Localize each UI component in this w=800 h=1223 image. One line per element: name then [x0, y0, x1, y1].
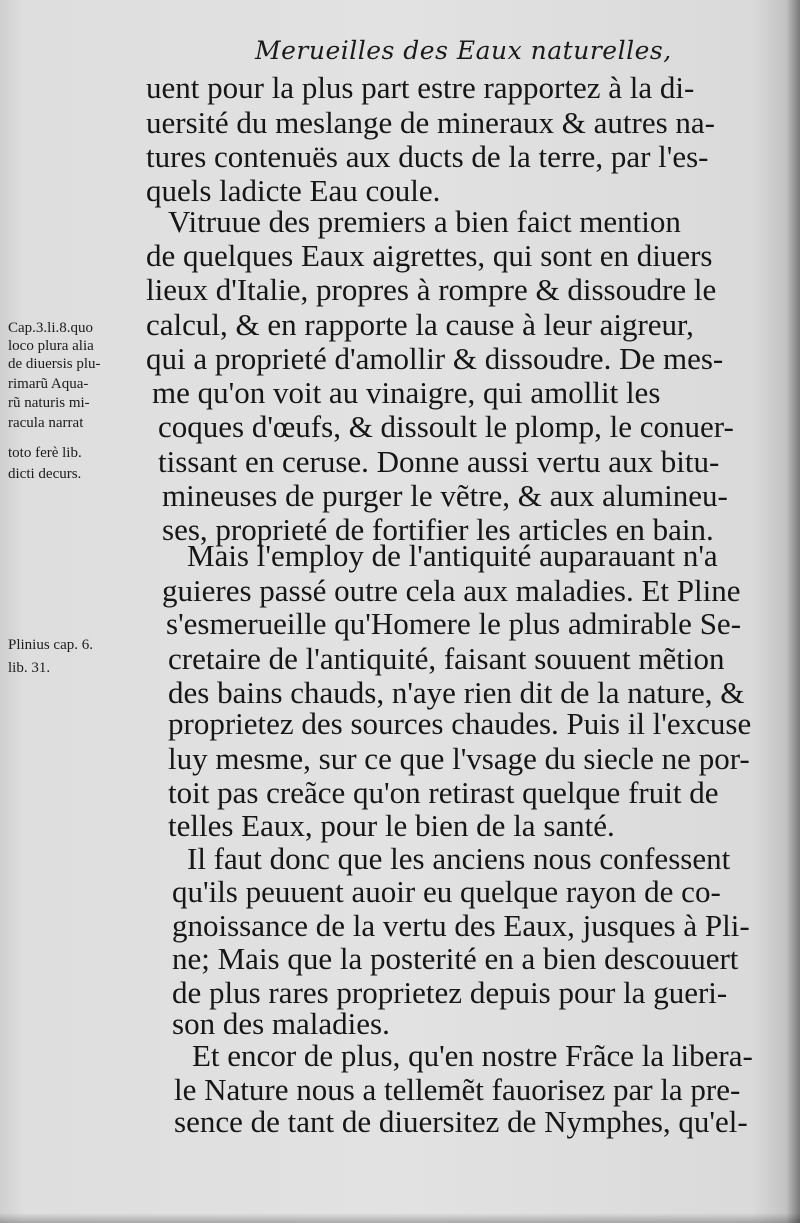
body-line: qui a proprieté d'amollir & dissoudre. De mes- [146, 341, 724, 376]
body-line: Et encor de plus, qu'en nostre Frãce la libera- [192, 1038, 753, 1073]
page-bottom-shadow [0, 1213, 800, 1223]
page-edge-shadow [786, 0, 800, 1223]
margin-note: loco plura alia [8, 338, 94, 354]
body-line: ses, proprieté de fortifier les articles en bain. [162, 512, 714, 547]
body-line: tures contenuës aux ducts de la terre, par l'es- [146, 139, 709, 174]
body-line: Mais l'employ de l'antiquité auparauant n'a [187, 538, 718, 573]
margin-note: de diuersis plu- [8, 356, 101, 372]
body-line: coques d'œufs, & dissoult le plomp, le conuer- [158, 409, 734, 444]
body-line: s'esmerueille qu'Homere le plus admirable Se- [166, 606, 742, 641]
margin-note: Plinius cap. 6. [8, 637, 93, 653]
body-line: Vitruue des premiers a bien faict mention [168, 204, 681, 239]
body-line: guieres passé outre cela aux maladies. Et Pline [162, 573, 741, 608]
body-line: tissant en ceruse. Donne aussi vertu aux bitu- [158, 444, 720, 479]
body-line: telles Eaux, pour le bien de la santé. [168, 808, 615, 843]
body-line: luy mesme, sur ce que l'vsage du siecle ne por- [168, 741, 750, 776]
body-line: des bains chauds, n'aye rien dit de la nature, & [168, 675, 745, 710]
body-line: de plus rares proprietez depuis pour la gueri- [172, 975, 728, 1010]
body-line: mineuses de purger le vẽtre, & aux alumineu- [162, 478, 728, 513]
body-line: quels ladicte Eau coule. [146, 173, 441, 208]
body-line: lieux d'Italie, propres à rompre & dissoudre le [146, 272, 717, 307]
body-line: me qu'on voit au vinaigre, qui amollit les [152, 375, 661, 410]
body-line: uersité du meslange de mineraux & autres na- [146, 105, 715, 140]
body-line: uent pour la plus part estre rapportez à la di- [146, 70, 695, 105]
body-line: cretaire de l'antiquité, faisant souuent mẽtion [168, 641, 725, 676]
margin-note: racula narrat [8, 415, 84, 431]
margin-note: Cap.3.li.8.quo [8, 320, 93, 336]
body-line: proprietez des sources chaudes. Puis il l'excuse [168, 706, 752, 741]
body-line: son des maladies. [172, 1006, 390, 1041]
body-line: qu'ils peuuent auoir eu quelque rayon de co- [172, 874, 721, 909]
body-line: ne; Mais que la posterité en a bien descouuert [172, 941, 739, 976]
body-line: gnoissance de la vertu des Eaux, jusques à Pli- [172, 908, 750, 943]
body-line: le Nature nous a tellemẽt fauorisez par la pre- [174, 1072, 741, 1107]
margin-note: rimarũ Aqua- [8, 376, 89, 392]
margin-note: toto ferè lib. [8, 445, 82, 461]
body-line: toit pas creãce qu'on retirast quelque fruit de [168, 775, 719, 810]
margin-note: dicti decurs. [8, 466, 82, 482]
running-head: Merueilles des Eaux naturelles, [255, 36, 672, 65]
margin-note: rũ naturis mi- [8, 395, 90, 411]
margin-note: lib. 31. [8, 660, 51, 676]
body-line: calcul, & en rapporte la cause à leur aigreur, [146, 307, 694, 342]
body-line: Il faut donc que les anciens nous confessent [187, 841, 731, 876]
body-line: de quelques Eaux aigrettes, qui sont en diuers [146, 238, 713, 273]
body-line: sence de tant de diuersitez de Nymphes, qu'el- [174, 1104, 748, 1139]
